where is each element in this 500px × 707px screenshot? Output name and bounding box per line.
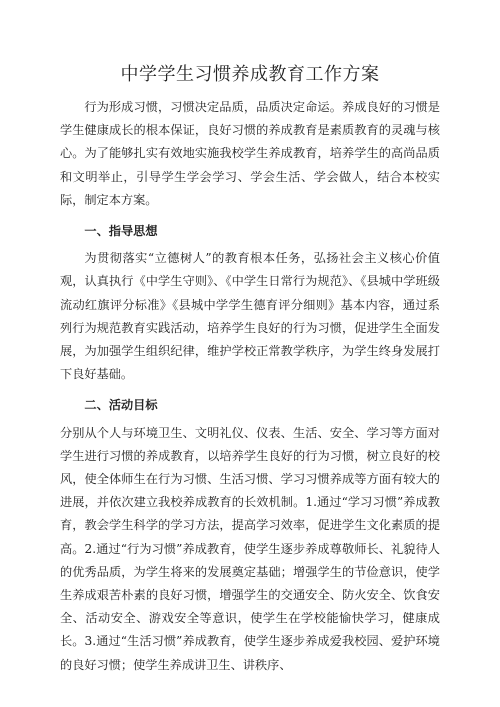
document-title: 中学学生习惯养成教育工作方案 [120, 64, 380, 85]
section-body-activity-goals: 分别从个人与环境卫生、文明礼仪、仪表、生活、安全、学习等方面对学生进行习惯的养成教育，以培养学生良好的行为习惯，树立良好的校风，使全体师生在行为习惯、生活习惯、学习习惯养成等方面有较大的进展，并依次建立我校养成教育的长效机制。1.通过“学习习惯”养成教育，教会学生科学的学习方法，提高学习效率，促进学生文化素质的提高。2.通过“行为习惯”养成教育，使学生逐步养成尊敬师长、礼貌待人的优秀品质，为学生将来的发展奠定基础；增强学生的节俭意识，使学生养成艰苦朴素的良好习惯，增强学生的交通安全、防火安全、饮食安全、活动安全、游戏安全等意识，使学生在学校能愉快学习，健康成长。3.通过“生活习惯”养成教育，使学生逐步养成爱我校园、爱护环境的良好习惯；使学生养成讲卫生、讲秩序、 [60, 425, 440, 672]
intro-paragraph: 行为形成习惯，习惯决定品质，品质决定命运。养成良好的习惯是学生健康成长的根本保证，良好习惯的养成教育是素质教育的灵魂与核心。为了能够扎实有效地实施我校学生养成教育，培养学生的高尚品质和文明举止，引导学生学会学习、学会生活、学会做人，结合本校实际，制定本方案。 [60, 100, 440, 207]
section-body-guiding-ideology: 为贯彻落实“立德树人”的教育根本任务，弘扬社会主义核心价值观，认真执行《中学生守则》、《中学生日常行为规范》、《县城中学班级流动红旗评分标准》《县城中学学生德育评分细则》基本内容，通过系列行为规范教育实践活动，培养学生良好的行为习惯，促进学生全面发展，为加强学生组织纪律，维护学校正常教学秩序，为学生终身发展打下良好基础。 [60, 251, 440, 382]
spacer [60, 386, 440, 390]
section-heading-guiding-ideology: 一、指导思想 [84, 224, 158, 239]
section-heading-activity-goals: 二、活动目标 [84, 398, 158, 413]
spacer [60, 212, 440, 216]
